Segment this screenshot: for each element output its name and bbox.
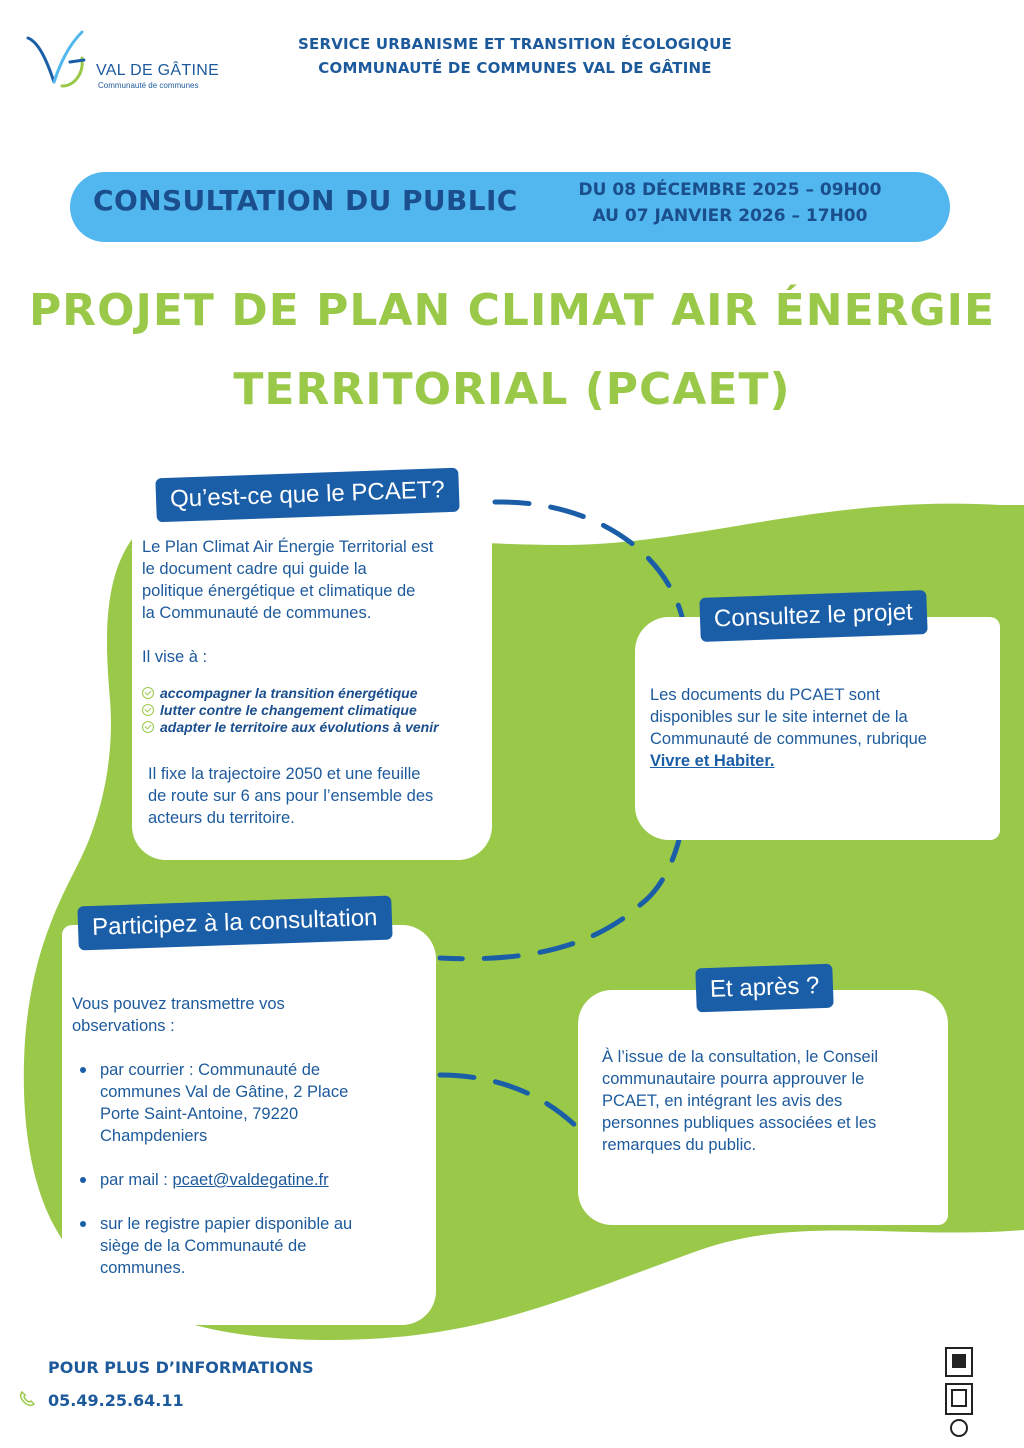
logo-name: VAL DE GÂTINE [96,62,220,79]
bullet-icon [80,1067,86,1073]
text-line: par courrier : Communauté de [100,1061,321,1079]
email-link[interactable]: pcaet@valdegatine.fr [172,1171,329,1189]
check-circle-icon [142,704,154,716]
text-line: communautaire pourra approuver le [602,1070,865,1088]
list-item [142,685,439,702]
phone-number[interactable]: 05.49.25.64.11 [48,1391,184,1410]
text-line: Champdeniers [100,1127,208,1145]
val-de-gatine-logo-icon [24,28,94,92]
list-item [142,702,439,719]
text-line: remarques du public. [602,1136,757,1154]
text-line: Porte Saint-Antoine, 79220 [100,1105,299,1123]
aim-text: adapter le territoire aux évolutions à venir [160,719,439,735]
text-line: politique énergétique et climatique de [142,582,416,600]
text-line: communes. [100,1259,186,1277]
aim-text: lutter contre le changement climatique [160,702,417,718]
text-line: communes Val de Gâtine, 2 Place [100,1083,349,1101]
service-line-2: COMMUNAUTÉ DE COMMUNES VAL DE GÂTINE [318,59,712,77]
after-text [602,1046,878,1156]
consultation-label: CONSULTATION DU PUBLIC [93,184,518,217]
aims-list [142,685,439,736]
consultation-date-to: AU 07 JANVIER 2026 – 17H00 [592,206,868,226]
participate-heading: Participez à la consultation [77,896,392,951]
after-heading: Et après ? [695,964,834,1013]
consult-text [650,684,927,772]
aim-text: accompagner la transition énergétique [160,685,418,701]
text-line: Les documents du PCAET sont [650,686,880,704]
trajectory-text [148,763,433,829]
text-line: À l’issue de la consultation, le Conseil [602,1048,879,1066]
more-info-label: POUR PLUS D’INFORMATIONS [48,1358,314,1377]
print-mark-icon [944,1344,980,1440]
check-circle-icon [142,721,154,733]
participate-intro [72,993,285,1037]
what-is-intro [142,536,433,624]
text-line: PCAET, en intégrant les avis des [602,1092,843,1110]
text-line: acteurs du territoire. [148,809,295,827]
page-title-line-1: PROJET DE PLAN CLIMAT AIR ÉNERGIE [28,285,996,336]
text-line: Le Plan Climat Air Énergie Territorial est [142,538,434,556]
text-line: observations : [72,1017,175,1035]
list-item [142,719,439,736]
text-line: sur le registre papier disponible au [100,1215,353,1233]
vivre-et-habiter-link[interactable]: Vivre et Habiter. [650,752,775,770]
service-line-1: SERVICE URBANISME ET TRANSITION ÉCOLOGIQUE [298,35,732,53]
logo-subtitle: Communauté de communes [98,81,199,90]
text-line: de route sur 6 ans pour l’ensemble des [148,787,434,805]
email-prefix: par mail : [100,1171,173,1189]
text-line: disponibles sur le site internet de la [650,708,908,726]
check-circle-icon [142,687,154,699]
text-line: personnes publiques associées et les [602,1114,877,1132]
text-line: Il fixe la trajectoire 2050 et une feuille [148,765,421,783]
bullet-icon [80,1177,86,1183]
text-line: le document cadre qui guide la [142,560,367,578]
text-line: la Communauté de communes. [142,604,372,622]
text-line: Communauté de communes, rubrique [650,730,927,748]
list-item [100,1213,352,1279]
text-line: siège de la Communauté de [100,1237,307,1255]
page-title-line-2: TERRITORIAL (PCAET) [233,364,791,415]
text-line: Vous pouvez transmettre vos [72,995,285,1013]
aims-label: Il vise à : [142,648,208,666]
consult-heading: Consultez le projet [699,590,927,642]
list-item [100,1169,329,1191]
list-item [100,1059,348,1147]
phone-icon [18,1390,36,1408]
consultation-date-from: DU 08 DÉCEMBRE 2025 – 09H00 [578,180,882,200]
what-is-heading: Qu’est-ce que le PCAET? [155,468,459,523]
bullet-icon [80,1221,86,1227]
